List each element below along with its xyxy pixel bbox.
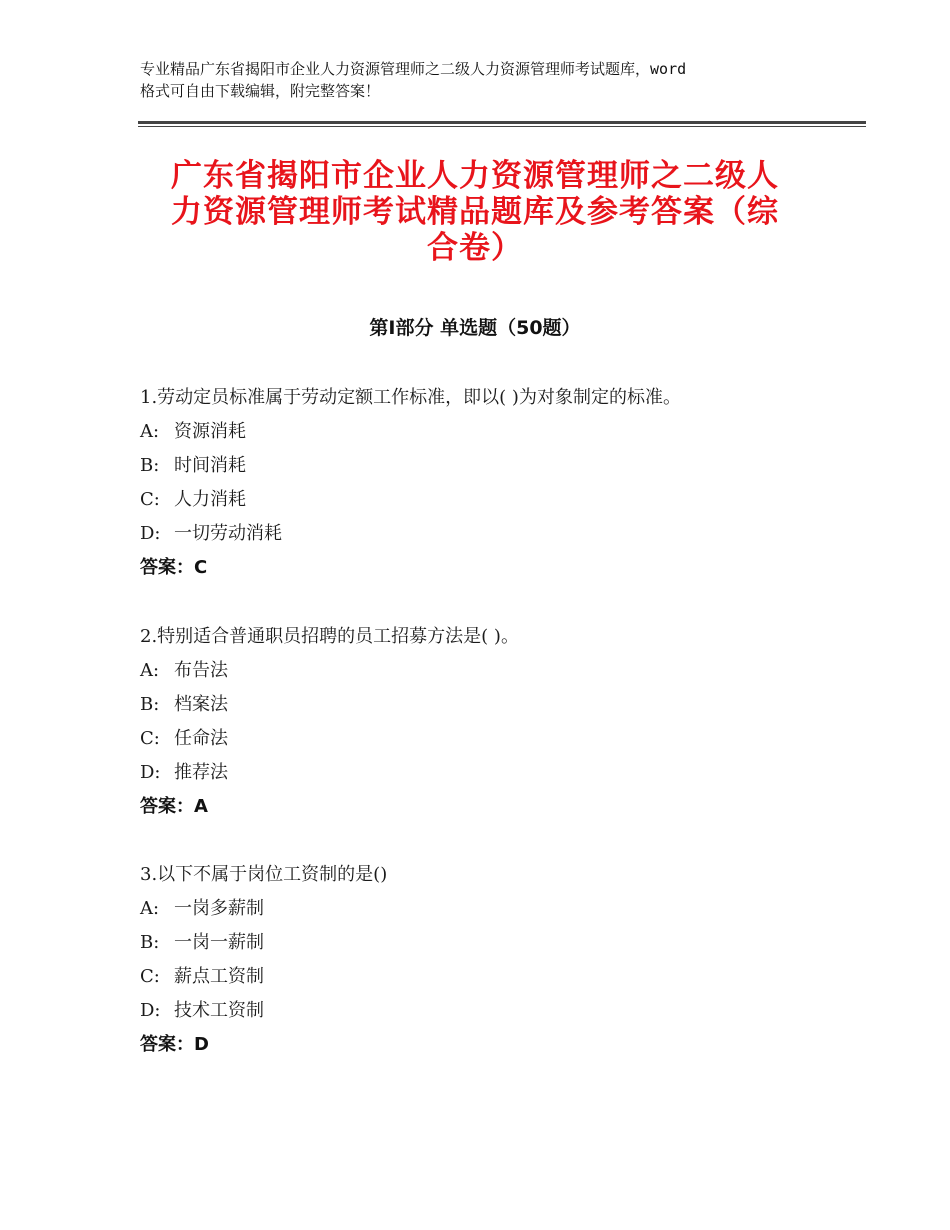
option-key: B: [140, 694, 160, 715]
option-key: C: [140, 728, 160, 749]
option-key: C: [140, 489, 160, 510]
header-note-line-1: 专业精品广东省揭阳市企业人力资源管理师之二级人力资源管理师考试题库，word [140, 60, 687, 78]
question-option-a [140, 892, 840, 926]
option-text: 一岗一薪制 [174, 932, 264, 953]
question-option-d [140, 756, 840, 790]
question-option-c [140, 960, 840, 994]
option-text: 一岗多薪制 [174, 898, 264, 919]
header-divider-thin [138, 126, 866, 127]
question-answer: 答案：D [140, 1034, 209, 1055]
question-option-d [140, 517, 840, 551]
option-text: 布告法 [174, 660, 228, 681]
option-key: C: [140, 966, 160, 987]
document-title-line-1: 广东省揭阳市企业人力资源管理师之二级人 [171, 158, 779, 194]
question-option-b [140, 688, 840, 722]
document-title [130, 158, 820, 266]
option-text: 档案法 [174, 694, 228, 715]
question-2 [140, 620, 840, 824]
question-option-c [140, 722, 840, 756]
option-key: B: [140, 932, 160, 953]
question-option-b [140, 449, 840, 483]
question-option-a [140, 654, 840, 688]
question-stem: 3.以下不属于岗位工资制的是() [140, 864, 388, 885]
document-title-line-3: 合卷） [427, 230, 523, 266]
option-text: 推荐法 [174, 762, 228, 783]
option-text: 一切劳动消耗 [174, 523, 282, 544]
option-key: D: [140, 523, 161, 544]
option-key: D: [140, 762, 161, 783]
section-title: 第Ⅰ部分 单选题（50题） [369, 317, 581, 339]
question-option-d [140, 994, 840, 1028]
question-1 [140, 381, 840, 585]
document-title-line-2: 力资源管理师考试精品题库及参考答案（综 [171, 194, 779, 230]
question-answer: 答案：A [140, 796, 208, 817]
option-key: D: [140, 1000, 161, 1021]
option-text: 时间消耗 [174, 455, 246, 476]
option-text: 资源消耗 [174, 421, 246, 442]
option-text: 人力消耗 [174, 489, 246, 510]
header-note [140, 58, 840, 102]
question-stem: 1.劳动定员标准属于劳动定额工作标准，即以( )为对象制定的标准。 [140, 387, 681, 408]
option-key: A: [140, 898, 160, 919]
question-answer: 答案：C [140, 557, 208, 578]
header-divider-thick [138, 121, 866, 124]
question-stem: 2.特别适合普通职员招聘的员工招募方法是( )。 [140, 626, 519, 647]
question-option-a [140, 415, 840, 449]
option-text: 技术工资制 [174, 1000, 264, 1021]
question-option-b [140, 926, 840, 960]
question-option-c [140, 483, 840, 517]
header-note-line-2: 格式可自由下载编辑，附完整答案！ [140, 82, 381, 100]
option-key: A: [140, 421, 160, 442]
option-text: 薪点工资制 [174, 966, 264, 987]
option-text: 任命法 [174, 728, 228, 749]
question-3 [140, 858, 840, 1062]
option-key: B: [140, 455, 160, 476]
option-key: A: [140, 660, 160, 681]
